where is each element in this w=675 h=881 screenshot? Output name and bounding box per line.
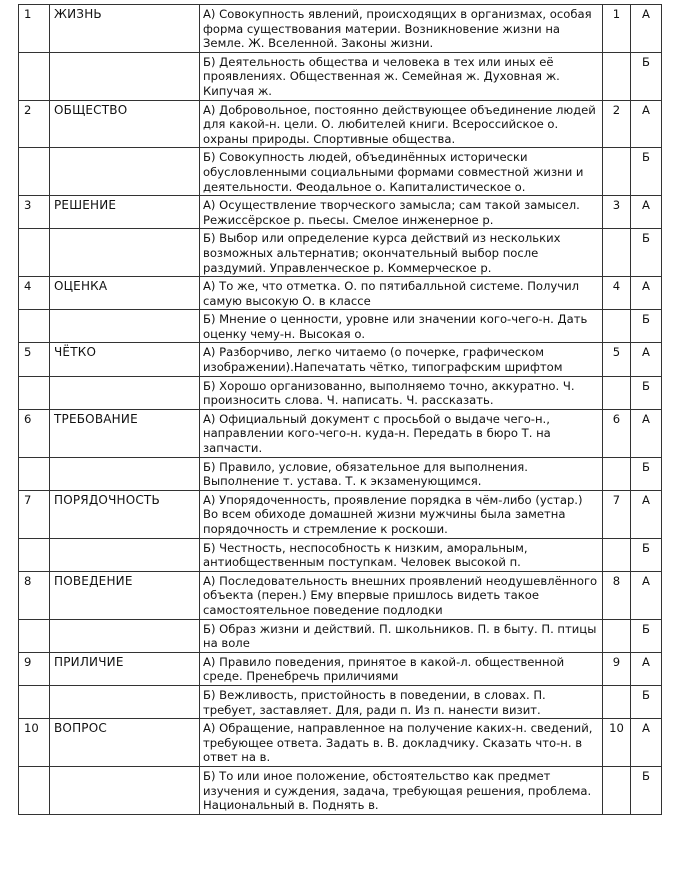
row-number: 1 xyxy=(19,5,50,53)
empty-cell xyxy=(50,376,200,409)
meaning-a-cell: А) То же, что отметка. О. по пятибалльной системе. Получил самую высокую О. в классе xyxy=(200,277,603,310)
row-number: 9 xyxy=(19,652,50,685)
answer-letter-b-cell: Б xyxy=(631,685,662,718)
meaning-b-cell: Б) Вежливость, пристойность в поведении, в словах. П. требует, заставляет. Для, ради п. Из п. нанести визит. xyxy=(200,685,603,718)
table-row-meaning-a xyxy=(19,100,662,148)
empty-cell xyxy=(19,685,50,718)
row-number: 8 xyxy=(19,571,50,619)
empty-cell xyxy=(50,457,200,490)
table-row-meaning-b xyxy=(19,229,662,277)
meaning-a-cell: А) Обращение, направленное на получение каких-н. сведений, требующее ответа. Задать в. В. докладчику. Сказать что-н. в ответ на в. xyxy=(200,719,603,767)
answer-letter-a-cell: А xyxy=(631,409,662,457)
table-row-meaning-a xyxy=(19,719,662,767)
answer-number-cell: 3 xyxy=(603,196,631,229)
empty-cell xyxy=(19,766,50,814)
polysemy-table xyxy=(18,4,662,815)
answer-number-cell: 4 xyxy=(603,277,631,310)
answer-number-cell: 2 xyxy=(603,100,631,148)
answer-letter-a-cell: А xyxy=(631,277,662,310)
table-row-meaning-a xyxy=(19,571,662,619)
table-row-meaning-b xyxy=(19,685,662,718)
meaning-b-cell: Б) Хорошо организованно, выполняемо точно, аккуратно. Ч. произносить слова. Ч. написать. Ч. рассказать. xyxy=(200,376,603,409)
table-row-meaning-b xyxy=(19,619,662,652)
table-row-meaning-a xyxy=(19,196,662,229)
empty-cell xyxy=(603,376,631,409)
answer-letter-a-cell: А xyxy=(631,100,662,148)
word-cell: ПОРЯДОЧНОСТЬ xyxy=(50,490,200,538)
word-cell: ОБЩЕСТВО xyxy=(50,100,200,148)
meaning-b-cell: Б) Совокупность людей, объединённых исторически обусловленными социальными формами совместной жизни и деятельности. Феодальное о. Капиталистическое о. xyxy=(200,148,603,196)
row-number: 6 xyxy=(19,409,50,457)
meaning-a-cell: А) Совокупность явлений, происходящих в организмах, особая форма существования материи. Возникновение жизни на Земле. Ж. Вселенной. Законы жизни. xyxy=(200,5,603,53)
word-cell: ВОПРОС xyxy=(50,719,200,767)
empty-cell xyxy=(19,52,50,100)
row-number: 5 xyxy=(19,343,50,376)
word-cell: ПРИЛИЧИЕ xyxy=(50,652,200,685)
answer-letter-b-cell: Б xyxy=(631,766,662,814)
answer-letter-a-cell: А xyxy=(631,719,662,767)
table-row-meaning-b xyxy=(19,376,662,409)
answer-number-cell: 1 xyxy=(603,5,631,53)
empty-cell xyxy=(19,229,50,277)
meaning-a-cell: А) Разборчиво, легко читаемо (о почерке, графическом изображении).Напечатать чётко, типографским шрифтом xyxy=(200,343,603,376)
answer-letter-b-cell: Б xyxy=(631,619,662,652)
empty-cell xyxy=(19,310,50,343)
table-row-meaning-a xyxy=(19,409,662,457)
word-cell: ТРЕБОВАНИЕ xyxy=(50,409,200,457)
table-row-meaning-a xyxy=(19,652,662,685)
row-number: 7 xyxy=(19,490,50,538)
empty-cell xyxy=(19,148,50,196)
meaning-a-cell: А) Упорядоченность, проявление порядка в чём-либо (устар.) Во всем обиходе домашней жизни мужчины была заметна порядочность и стремление к роскоши. xyxy=(200,490,603,538)
meaning-b-cell: Б) Мнение о ценности, уровне или значении кого-чего-н. Дать оценку чему-н. Высокая о. xyxy=(200,310,603,343)
meaning-a-cell: А) Официальный документ с просьбой о выдаче чего-н., направлении кого-чего-н. куда-н. Передать в бюро Т. на запчасти. xyxy=(200,409,603,457)
empty-cell xyxy=(19,538,50,571)
table-row-meaning-b xyxy=(19,457,662,490)
empty-cell xyxy=(603,457,631,490)
empty-cell xyxy=(50,52,200,100)
row-number: 2 xyxy=(19,100,50,148)
answer-number-cell: 6 xyxy=(603,409,631,457)
answer-number-cell: 5 xyxy=(603,343,631,376)
answer-letter-a-cell: А xyxy=(631,196,662,229)
row-number: 10 xyxy=(19,719,50,767)
answer-letter-a-cell: А xyxy=(631,571,662,619)
empty-cell xyxy=(19,457,50,490)
answer-letter-b-cell: Б xyxy=(631,376,662,409)
empty-cell xyxy=(50,310,200,343)
empty-cell xyxy=(603,310,631,343)
word-cell: РЕШЕНИЕ xyxy=(50,196,200,229)
word-cell: ПОВЕДЕНИЕ xyxy=(50,571,200,619)
meaning-b-cell: Б) Образ жизни и действий. П. школьников. П. в быту. П. птицы на воле xyxy=(200,619,603,652)
row-number: 4 xyxy=(19,277,50,310)
table-row-meaning-b xyxy=(19,52,662,100)
empty-cell xyxy=(603,766,631,814)
answer-number-cell: 10 xyxy=(603,719,631,767)
meaning-b-cell: Б) Правило, условие, обязательное для выполнения. Выполнение т. устава. Т. к экзаменующимся. xyxy=(200,457,603,490)
table-row-meaning-a xyxy=(19,343,662,376)
row-number: 3 xyxy=(19,196,50,229)
answer-letter-b-cell: Б xyxy=(631,229,662,277)
meaning-b-cell: Б) То или иное положение, обстоятельство как предмет изучения и суждения, задача, требующая решения, проблема. Национальный в. Поднять в. xyxy=(200,766,603,814)
answer-letter-a-cell: А xyxy=(631,5,662,53)
answer-number-cell: 9 xyxy=(603,652,631,685)
answer-letter-a-cell: А xyxy=(631,490,662,538)
empty-cell xyxy=(603,52,631,100)
meaning-b-cell: Б) Выбор или определение курса действий из нескольких возможных альтернатив; окончательный выбор после раздумий. Управленческое р. Коммерческое р. xyxy=(200,229,603,277)
table-row-meaning-b xyxy=(19,310,662,343)
answer-letter-b-cell: Б xyxy=(631,148,662,196)
answer-letter-b-cell: Б xyxy=(631,538,662,571)
meaning-a-cell: А) Правило поведения, принятое в какой-л. общественной среде. Пренебречь приличиями xyxy=(200,652,603,685)
table-row-meaning-a xyxy=(19,5,662,53)
empty-cell xyxy=(50,766,200,814)
meaning-a-cell: А) Добровольное, постоянно действующее объединение людей для какой-н. цели. О. любителей книги. Всероссийское о. охраны природы. Спортивные общества. xyxy=(200,100,603,148)
empty-cell xyxy=(19,619,50,652)
table-row-meaning-a xyxy=(19,490,662,538)
table-row-meaning-b xyxy=(19,148,662,196)
empty-cell xyxy=(603,538,631,571)
table-row-meaning-b xyxy=(19,538,662,571)
answer-letter-b-cell: Б xyxy=(631,52,662,100)
word-cell: ОЦЕНКА xyxy=(50,277,200,310)
empty-cell xyxy=(603,619,631,652)
table-row-meaning-b xyxy=(19,766,662,814)
meaning-a-cell: А) Осуществление творческого замысла; сам такой замысел. Режиссёрское р. пьесы. Смелое инженерное р. xyxy=(200,196,603,229)
table-body xyxy=(19,5,662,815)
word-cell: ЖИЗНЬ xyxy=(50,5,200,53)
answer-letter-b-cell: Б xyxy=(631,310,662,343)
empty-cell xyxy=(50,685,200,718)
answer-letter-b-cell: Б xyxy=(631,457,662,490)
empty-cell xyxy=(19,376,50,409)
empty-cell xyxy=(603,685,631,718)
empty-cell xyxy=(603,229,631,277)
table-row-meaning-a xyxy=(19,277,662,310)
answer-letter-a-cell: А xyxy=(631,652,662,685)
empty-cell xyxy=(50,619,200,652)
meaning-b-cell: Б) Деятельность общества и человека в тех или иных её проявлениях. Общественная ж. Семейная ж. Духовная ж. Кипучая ж. xyxy=(200,52,603,100)
empty-cell xyxy=(50,538,200,571)
empty-cell xyxy=(603,148,631,196)
word-cell: ЧЁТКО xyxy=(50,343,200,376)
meaning-b-cell: Б) Честность, неспособность к низким, аморальным, антиобщественным поступкам. Человек высокой п. xyxy=(200,538,603,571)
empty-cell xyxy=(50,229,200,277)
answer-number-cell: 8 xyxy=(603,571,631,619)
empty-cell xyxy=(50,148,200,196)
meaning-a-cell: А) Последовательность внешних проявлений неодушевлённого объекта (перен.) Ему впервые пришлось видеть такое самостоятельное поведение подлодки xyxy=(200,571,603,619)
answer-letter-a-cell: А xyxy=(631,343,662,376)
answer-number-cell: 7 xyxy=(603,490,631,538)
